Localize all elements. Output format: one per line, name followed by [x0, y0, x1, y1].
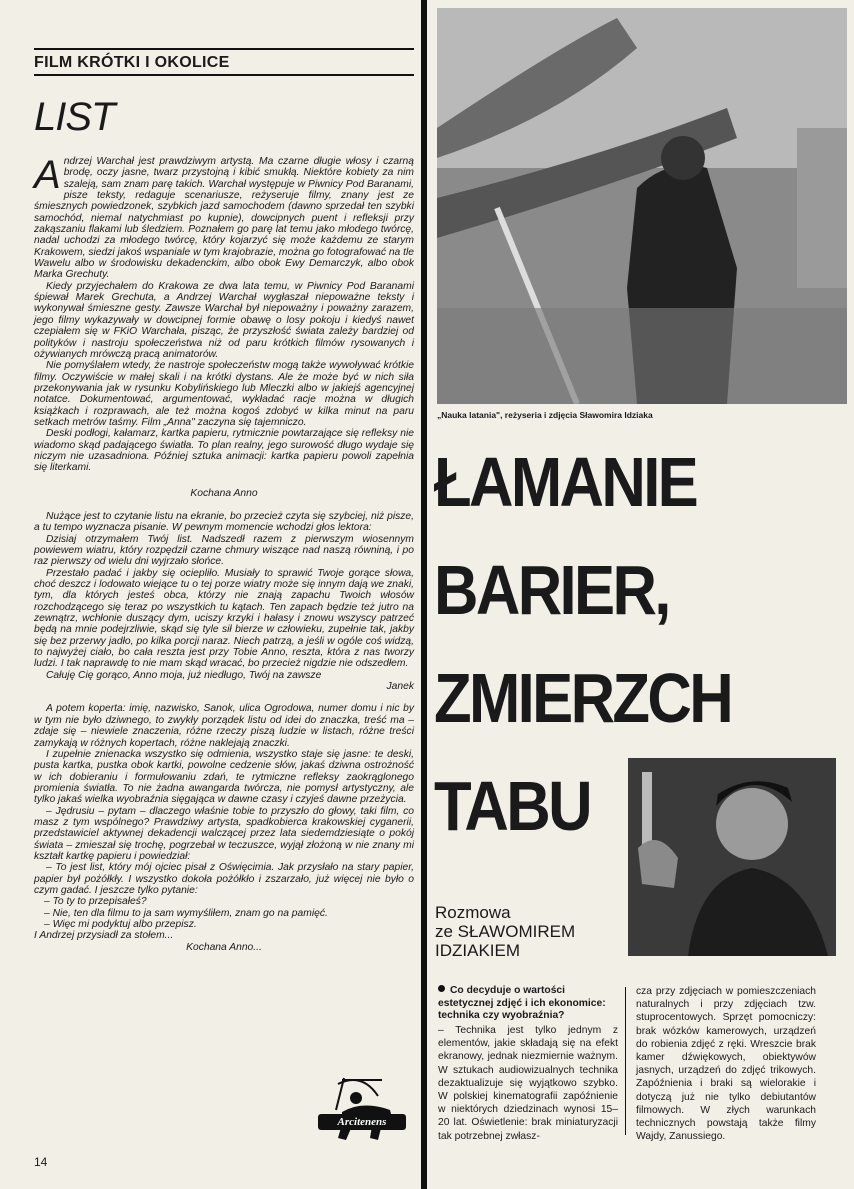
interview-subtitle: Rozmowa ze SŁAWOMIREM IDZIAKIEM — [435, 903, 576, 960]
article-title: LIST — [34, 95, 115, 139]
letter-salutation: Kochana Anno — [190, 487, 258, 499]
headline-line: BARIER, — [434, 551, 669, 629]
paragraph: I zupełnie znienacka wszystko się odmienia, wszystko staje się jasne: te deski, pusta kartka, pustka obok kartki, powolne cedzenie słów, jakaś dziwna ostrożność w ich dobieraniu i formułowaniu zdań, te rytmiczne refleksy zaokrąglonego promienia światła. To nie żadna awangarda twórcza, nie pomysł artystyczny, ale tylko jakaś wielka wyobraźnia sięgająca w dawne czasy i czyjeś dawne przeżycia. — [34, 748, 414, 806]
paragraph: – To jest list, który mój ojciec pisał z Oświęcimia. Jak przysłało na stary papier, papier był pożółkły. I wszystko dokoła pożółkło i zszarzało, już więcej nie było o czym gadać. I jeszcze tylko pytanie: — [34, 862, 414, 896]
column-divider — [421, 0, 427, 1189]
headline-line: ŁAMANIE — [434, 443, 697, 521]
column-divider — [625, 987, 626, 1135]
letter-salutation: Kochana Anno... — [186, 941, 262, 953]
bullet-icon — [438, 985, 445, 992]
answer-column-2: cza przy zdjęciach w pomieszczeniach naturalnych i przy zdjęciach tzw. stuprocentowych. Sprzęt pomocniczy: brak wózków kamerowych, urządzeń do robienia zdjęć z ręki. Wreszcie brak kamer dźwiękowych, obiektywów jasnych, urządzeń do zdjęć trikowych. Zapóźnienia i braki są wielorakie i dotyczą już nie tylko debiutantów filmowych. W złych warunkach technicznych powstają także filmy Wajdy, Zanussiego. — [636, 986, 816, 1143]
archer-logo — [312, 1070, 412, 1150]
interview-question: Co decyduje o wartości estetycznej zdjęć i ich ekonomice: technika czy wyobraźnia? — [438, 985, 606, 1022]
paragraph: Andrzej Warchał jest prawdziwym artystą. Ma czarne długie włosy i czarną brodę, oczy jasne, twarz przystojną i kibić smukłą. Niektóre kobiety za nim szaleją, sam znam parę takich. Warchał występuje w Piwnicy Pod Baranami, pisze teksty, redaguje scenariusze, reżyseruje filmy, znany jest ze śmiesznych powiedzonek, szybkich jazd samochodem (dawno sprzedał ten szybki samochód, niemal natychmiast po kupnie), dowcipnych puent i refleksji przy zakąszaniu flakami lub śledziem. Poznałem go parę lat temu jako młodego twórcę, nadal uchodzi za młodego twórcę, który kojarzyć się może każdemu ze starym Krakowem, siedzi jakoś wspaniale w tym krajobrazie, można go fotografować na tle Wawelu albo w środowisku dekadenckim, albo obok Ewy Demarczyk, albo obok Marka Grechuty. — [34, 153, 415, 281]
dialogue-line: – To ty to przepisałeś? — [44, 896, 147, 908]
answer-column-1: – Technika jest tylko jednym z elementów, jakie składają się na efekt ekranowy, jednak niezmiernie ważnym. W sztukach audiowizualnych technika dezaktualizuje się wyjątkowo szybko. W polskiej kinematografii zapóźnienie w niektórych dziedzinach wynosi 15–20 lat. Oświetlenie: brak miniaturyzacji tak potrzebnej zwłasz- — [438, 1025, 618, 1142]
paragraph: Dzisiaj otrzymałem Twój list. Nadszedł razem z pierwszym wiosennym powiewem wiatru, który rozpędził czarne chmury wiszące nad naszą równiną, i po raz pierwszy od wielu dni wyjrzało słońce. — [34, 533, 414, 568]
page-number: 14 — [34, 1155, 48, 1169]
logo-text: Arcitenens — [337, 1116, 387, 1128]
photo-caption: „Nauka latania", reżyseria i zdjęcia Sławomira Idziaka — [437, 410, 653, 420]
headline-line: TABU — [434, 767, 590, 845]
left-column — [34, 48, 414, 953]
paragraph: – Jędrusiu – pytam – dlaczego właśnie tobie to przyszło do głowy, taki film, co masz z tym wspólnego? Prawdziwy artysta, spadkobierca krakowskiej cyganerii, przedstawiciel aktywnej dekadencji walczącej przez lata siedemdziesiąte o pokój świata – zmieszał się trochę, pogrzebał w teczuszce, wyjął złożoną w nie znany mi kształt kartkę papieru i powiedział: — [34, 805, 414, 862]
paragraph: Deski podłogi, kałamarz, kartka papieru, rytmicznie powtarzające się refleksy nie wiadomo skąd padającego światła. To plan realny, jego surowość długo wydaje się niczym nie uzasadniona. Później sztuka animacji: kartka papieru powoli zapełnia się literkami. — [34, 428, 414, 474]
section-header: FILM KRÓTKI I OKOLICE — [34, 50, 414, 76]
paragraph: Kiedy przyjechałem do Krakowa ze dwa lata temu, w Piwnicy Pod Baranami śpiewał Marek Grechuta, a Andrzej Warchał wygłaszał niepoważne teksty i wykonywał śmieszne gesty. Zawsze Warchał był niepoważny i poważny zarazem, jego filmy wykazywały w dowcipnej formie obawę o losy pokoju i kiedyś nawet czepiałem się w FKiO Warchała, pisząc, że przyszłość świata zależy bardziej od polityków i nastroju społeczeństwa niż od paru krótkich filmów rysowanych i ożywianych mrówczą pracą animatorów. — [34, 280, 414, 360]
dialogue-line: – Więc mi podyktuj albo przepisz. — [44, 919, 197, 930]
letter-signature: Janek — [386, 681, 414, 693]
drop-cap: A — [34, 153, 61, 197]
paragraph: Nie pomyślałem wtedy, że nastroje społeczeństw mogą także wywoływać krótkie filmy. Oczywiście w małej skali i na krótki dystans. Ale że może być w nich siła przekonywania jak w rysunku Kobylińskiego lub Mleczki albo w jakiejś agencyjnej notatce. Dokumentować, argumentować, wykładać racje można w długich książkach i rozprawach, ale też można kogoś zdobyć w kilka minut na paru setkach metrów taśmy. Film „Anna" zaczyna się tajemniczo. — [34, 360, 414, 428]
portrait-photo — [628, 758, 836, 956]
paragraph: A potem koperta: imię, nazwisko, Sanok, ulica Ogrodowa, numer domu i nic by w tym nie było dziwnego, to zwykły porządek listu od idei do znaczka, treść ma – zdaje się – niewiele znaczenia, różne rzeczy piszą ludzie w listach, różne treści zamykają w różnych kopertach, różne naklejają znaczki. — [34, 703, 414, 749]
paragraph: Nużące jest to czytanie listu na ekranie, bo przecież czyta się szybciej, niż pisze, a tu tempo wyznacza pisanie. W pewnym momencie wchodzi głos lektora: — [34, 510, 414, 534]
film-still-photo — [437, 8, 847, 404]
article-body — [34, 153, 415, 953]
headline-line: ZMIERZCH — [434, 659, 732, 737]
paragraph: Przestało padać i jakby się ociepliło. Musiały to sprawić Twoje gorące słowa, choć deszcz i lodowato wiejące tu o tej porze wiatry może się innym dają we znaki, tym, dla których jesteś obca, którzy nie znają zapachu Twoich włosów rozchodzącego się teraz po wszystkich tu kątach. Ten zapach będzie też jutro na zewnątrz, wchłonie duszący dym, uciszy krzyki i hałasy i znowu wszyscy patrzeć będą na mnie podejrzliwie, skąd się tyle sił bierze w człowieku, zupełnie tak, jakby się bez przerwy jadło, po kilka porcji naraz. Niech patrzą, a jeśli w ogóle coś widzą, to najwyżej ciało, bo cała reszta jest przy Tobie Anno, reszta, która z nas tworzy ludzi. I tak naprawdę to nie mam skąd wracać, bo przecież nigdzie nie odszedłem. — [34, 567, 414, 670]
paragraph: Całuję Cię gorąco, Anno moja, już niedługo, Twój na zawsze — [46, 669, 322, 681]
dialogue-line: – Nie, ten dla filmu to ja sam wymyśliłem, znam go na pamięć. — [44, 907, 328, 919]
paragraph: I Andrzej przysiadł za stołem... — [34, 930, 174, 942]
